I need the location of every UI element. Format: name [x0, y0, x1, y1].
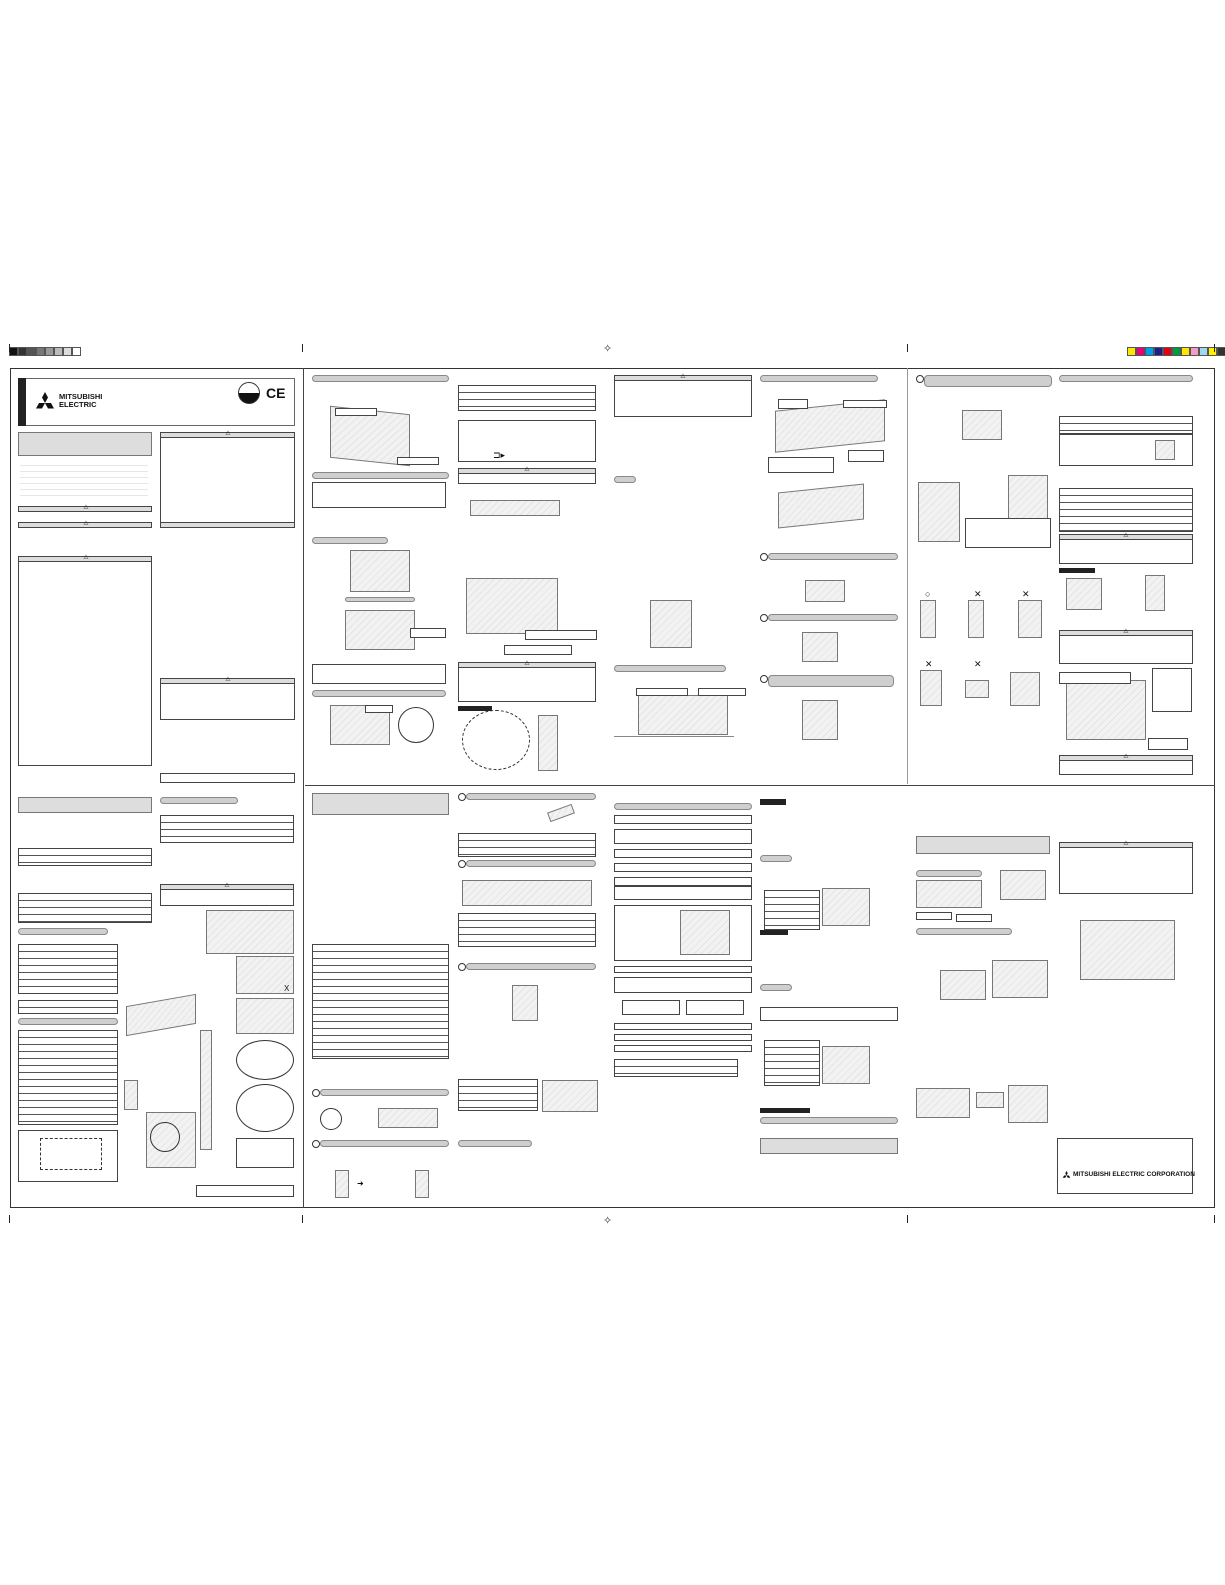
step-badge-icon — [760, 614, 768, 622]
piping-drawing — [200, 1030, 212, 1150]
color-swatch — [1136, 347, 1145, 356]
section-heading-grille — [916, 870, 982, 877]
label-callout — [848, 450, 884, 462]
torque-table — [458, 833, 596, 857]
terminal-detail-icon — [462, 710, 530, 770]
section-heading-removal — [916, 928, 1012, 935]
section-heading-tools — [18, 1018, 118, 1025]
caution-icon: ⚠ — [225, 431, 231, 437]
spec-table-3 — [160, 815, 294, 843]
black-label-tag — [760, 930, 788, 935]
label-callout — [410, 628, 446, 638]
section-heading-step1 — [768, 553, 898, 560]
hand-tool-drawing-1 — [805, 580, 845, 602]
color-swatch — [72, 347, 81, 356]
indoor-unit-remove-3 — [916, 1088, 970, 1118]
flow-step-7 — [614, 966, 752, 973]
color-swatch — [1199, 347, 1208, 356]
crop-mark — [302, 1215, 303, 1223]
step-badge-icon — [458, 793, 466, 801]
footer-corporation-name: MITSUBISHI ELECTRIC CORPORATION — [1073, 1171, 1195, 1178]
caution-icon: ⚠ — [224, 883, 230, 889]
flow-step-11 — [614, 1045, 752, 1052]
section-heading-test-3 — [760, 1117, 898, 1124]
cover-black-strip — [18, 378, 26, 426]
ok-mark: ○ — [925, 589, 931, 599]
flow-result-table — [614, 1059, 738, 1077]
ng-mark: ✕ — [974, 589, 982, 599]
label-callout — [397, 457, 439, 465]
flow-step-8 — [614, 977, 752, 993]
spec-table-1 — [18, 848, 152, 866]
wire-connector-drawing — [538, 715, 558, 771]
detail-box — [1152, 668, 1192, 712]
crop-mark — [9, 1215, 10, 1223]
indoor-unit-display-2 — [822, 1046, 870, 1084]
crop-mark — [907, 1215, 908, 1223]
indicator-table-1 — [764, 890, 820, 930]
crop-mark — [1214, 344, 1215, 352]
pipe-example-5 — [965, 680, 989, 698]
pumpdown-title-block — [916, 836, 1050, 854]
step-badge-icon — [760, 675, 768, 683]
brand-logo — [34, 390, 114, 416]
fold-line-vertical — [303, 368, 304, 1208]
tools-table — [18, 1030, 118, 1125]
color-swatch — [1172, 347, 1181, 356]
section-heading-step3 — [768, 675, 894, 687]
section-heading-lower-5 — [466, 963, 596, 970]
section-heading-parts — [18, 928, 108, 935]
section-heading-test-2 — [760, 984, 792, 991]
color-swatch — [1208, 347, 1217, 356]
warnings-text-box — [18, 556, 152, 766]
label-callout — [916, 912, 952, 920]
flow-step-5 — [614, 877, 752, 886]
ce-mark: CE — [266, 385, 286, 401]
title-block — [18, 432, 152, 456]
valve-drawing-icon — [320, 1108, 342, 1130]
section-title-block-lower — [760, 1138, 898, 1154]
section-heading-outdoor — [924, 375, 1052, 387]
flaring-steps-drawing — [462, 880, 592, 906]
hand-tool-drawing-3 — [802, 700, 838, 740]
pipe-example-6 — [1010, 672, 1040, 706]
label-callout — [965, 518, 1051, 548]
color-swatch — [1181, 347, 1190, 356]
black-label-tag — [1059, 568, 1095, 573]
footer-box-panel1 — [196, 1185, 294, 1197]
color-swatch — [27, 347, 36, 356]
section-heading-drain — [312, 690, 446, 697]
parts-table-2 — [18, 1000, 118, 1014]
color-swatch — [1154, 347, 1163, 356]
flow-step-3 — [614, 849, 752, 858]
connector-drawing-outdoor — [1145, 575, 1165, 611]
text-box-power — [458, 420, 596, 462]
caution-icon: ⚠ — [225, 677, 231, 683]
color-swatch — [54, 347, 63, 356]
section-heading-specs — [160, 797, 238, 804]
gauge-drawing — [378, 1108, 438, 1128]
section-heading-electrical — [1059, 375, 1193, 382]
note-box-test — [760, 1007, 898, 1021]
step-badge-icon — [916, 375, 924, 383]
step-badge-icon — [458, 860, 466, 868]
flare-nut-diagram — [650, 600, 692, 648]
indoor-unit-display-1 — [822, 888, 870, 926]
caution-box-pumpdown — [1059, 842, 1193, 894]
remote-controller-drawing — [124, 1080, 138, 1110]
pipe-example-2 — [968, 600, 984, 638]
section-heading-lower-2 — [320, 1140, 449, 1147]
fold-line-horizontal — [305, 785, 1215, 786]
label-callout — [956, 914, 992, 922]
text-box-wall-hole — [312, 482, 446, 508]
color-swatch — [1163, 347, 1172, 356]
section-heading-test — [760, 855, 792, 862]
caution-icon: ⚠ — [1123, 629, 1129, 635]
caution-icon: ⚠ — [83, 521, 89, 527]
color-swatch — [1190, 347, 1199, 356]
vacuum-pump-drawing — [680, 910, 730, 955]
lower-title-block — [312, 793, 449, 815]
outdoor-fan-icon — [150, 1122, 180, 1152]
grayscale-color-bar — [9, 347, 81, 354]
ng-mark: ✕ — [925, 659, 933, 669]
subheading-small — [614, 476, 636, 483]
label-callout — [768, 457, 834, 473]
three-diamonds-icon — [34, 392, 56, 414]
electrical-table-1 — [1059, 416, 1193, 434]
grille-detail-drawing — [1000, 870, 1046, 900]
crop-mark — [907, 344, 908, 352]
crop-mark — [1214, 1215, 1215, 1223]
outdoor-valve-drawing — [962, 410, 1002, 440]
flow-step-2 — [614, 829, 752, 844]
flare-table — [458, 913, 596, 947]
caution-icon: ⚠ — [524, 661, 530, 667]
warning-icon: ⚠ — [83, 505, 89, 511]
flare-drawing-1 — [335, 1170, 349, 1198]
caution-box-wiring — [458, 662, 596, 702]
parts-table-1 — [18, 944, 118, 994]
registration-mark-icon: ✧ — [603, 1214, 613, 1227]
arrow-icon: ➜ — [357, 1179, 364, 1188]
indoor-unit-remove-2 — [992, 960, 1048, 998]
section-heading-lower-3 — [466, 793, 596, 800]
wiring-symbol — [1155, 440, 1175, 460]
cautions-text-box — [160, 432, 295, 526]
indicator-table-2 — [764, 1040, 820, 1086]
terminal-block-drawing — [466, 578, 558, 634]
label-callout — [1059, 672, 1131, 684]
column-divider — [907, 368, 908, 784]
warning-icon: ⚠ — [1123, 754, 1129, 760]
detail-view-tape-icon — [236, 1040, 294, 1080]
flowchart-heading — [614, 803, 752, 810]
cautions-box-3 — [160, 678, 295, 720]
section-heading-step2 — [768, 614, 898, 621]
drain-detail-icon — [398, 707, 434, 743]
spec-table-panel2 — [458, 385, 596, 411]
caution-icon: ⚠ — [524, 467, 530, 473]
pipe-example-4 — [920, 670, 942, 706]
section-heading-lower-4 — [466, 860, 596, 867]
flow-step-10 — [614, 1034, 752, 1041]
section-heading-lower-1 — [320, 1089, 449, 1096]
section-heading-lower-6 — [458, 1140, 532, 1147]
color-swatch — [18, 347, 27, 356]
label-callout — [525, 630, 597, 640]
text-block — [20, 460, 148, 498]
subheading — [345, 597, 415, 602]
indoor-unit-front-drawing — [470, 500, 560, 516]
spec-table-2 — [18, 893, 152, 923]
section-heading-piping — [312, 537, 388, 544]
hand-tool-drawing-2 — [802, 632, 838, 662]
cautions-box-2-header — [160, 522, 295, 528]
pipe-cut-diagram — [345, 610, 415, 650]
caution-icon: ⚠ — [1123, 533, 1129, 539]
small-table — [458, 1079, 538, 1111]
crop-mark — [302, 344, 303, 352]
flare-drawing-2 — [415, 1170, 429, 1198]
flow-step-6 — [614, 886, 752, 900]
outdoor-unit-side-drawing — [918, 482, 960, 542]
language-disc-icon — [238, 382, 260, 404]
note-box-panel1 — [236, 1138, 294, 1168]
indoor-unit-remove-4 — [976, 1092, 1004, 1108]
warning-box-panel2b — [614, 375, 752, 417]
terminal-block-outdoor — [1066, 578, 1102, 610]
electrical-table-2 — [1059, 488, 1193, 532]
black-label-tag — [760, 799, 786, 805]
x-mark: X — [284, 984, 290, 993]
indoor-unit-grille-drawing — [916, 880, 982, 908]
step-badge-icon — [312, 1140, 320, 1148]
indoor-unit-remove-5 — [1008, 1085, 1048, 1123]
flare-check-drawing — [512, 985, 538, 1021]
crop-mark — [9, 344, 10, 352]
caution-icon: ⚠ — [1123, 841, 1129, 847]
gauge-manifold-drawing — [1080, 920, 1175, 980]
process-color-bar — [1127, 347, 1225, 354]
step-badge-icon — [760, 553, 768, 561]
black-label-tag — [760, 1108, 810, 1113]
brand-name: MITSUBISHI ELECTRIC — [59, 392, 103, 409]
detail-view-pipes-icon — [236, 1084, 294, 1132]
hand-wrench-drawing — [542, 1080, 598, 1112]
flow-step-9 — [614, 1023, 752, 1030]
detail-view-sleeve — [236, 998, 294, 1034]
outdoor-unit-wiring-drawing — [1066, 680, 1146, 740]
color-swatch — [1145, 347, 1154, 356]
footer-corporation-box — [1057, 1138, 1193, 1194]
plug-icon: ⊐▸ — [493, 450, 506, 460]
text-box-piping — [312, 664, 446, 684]
flow-branch-right — [686, 1000, 744, 1015]
pipe-example-3 — [1018, 600, 1042, 638]
label-callout — [636, 688, 688, 696]
flow-branch-left — [622, 1000, 680, 1015]
color-swatch — [9, 347, 18, 356]
label-callout — [365, 705, 393, 713]
ng-mark: ✕ — [1022, 589, 1030, 599]
lower-spec-table — [312, 944, 449, 1059]
footer-logo — [1062, 1170, 1195, 1182]
color-swatch — [36, 347, 45, 356]
color-swatch — [63, 347, 72, 356]
warning-icon: ⚠ — [83, 555, 89, 561]
label-callout — [335, 408, 377, 416]
section-heading-panel — [760, 375, 878, 382]
warning-icon: ⚠ — [680, 374, 686, 380]
note-box — [160, 773, 295, 783]
color-swatch — [1217, 347, 1225, 356]
three-diamonds-icon — [1062, 1171, 1071, 1180]
step-badge-icon — [312, 1089, 320, 1097]
ng-mark: ✕ — [974, 659, 982, 669]
flow-step-4 — [614, 863, 752, 872]
pipe-example-1 — [920, 600, 936, 638]
wall-hole-diagram — [350, 550, 410, 592]
label-callout — [1148, 738, 1188, 750]
indoor-unit-remove-1 — [940, 970, 986, 1000]
color-swatch — [1127, 347, 1136, 356]
dimension-drawing-outline — [40, 1138, 102, 1170]
flow-step-1 — [614, 815, 752, 824]
color-swatch — [45, 347, 54, 356]
label-callout — [698, 688, 746, 696]
step-badge-icon — [458, 963, 466, 971]
indoor-unit-rear-diagram — [206, 910, 294, 954]
section-heading-install-plate — [312, 375, 449, 382]
section-title-block — [18, 797, 152, 813]
label-callout — [843, 400, 887, 408]
dimension-line — [614, 736, 734, 737]
section-heading-connect — [614, 665, 726, 672]
registration-mark-icon: ✧ — [603, 342, 613, 355]
label-callout — [778, 399, 808, 409]
label-callout — [504, 645, 572, 655]
indoor-unit-pipe-drawing — [638, 695, 728, 735]
section-heading-wall-hole — [312, 472, 449, 479]
